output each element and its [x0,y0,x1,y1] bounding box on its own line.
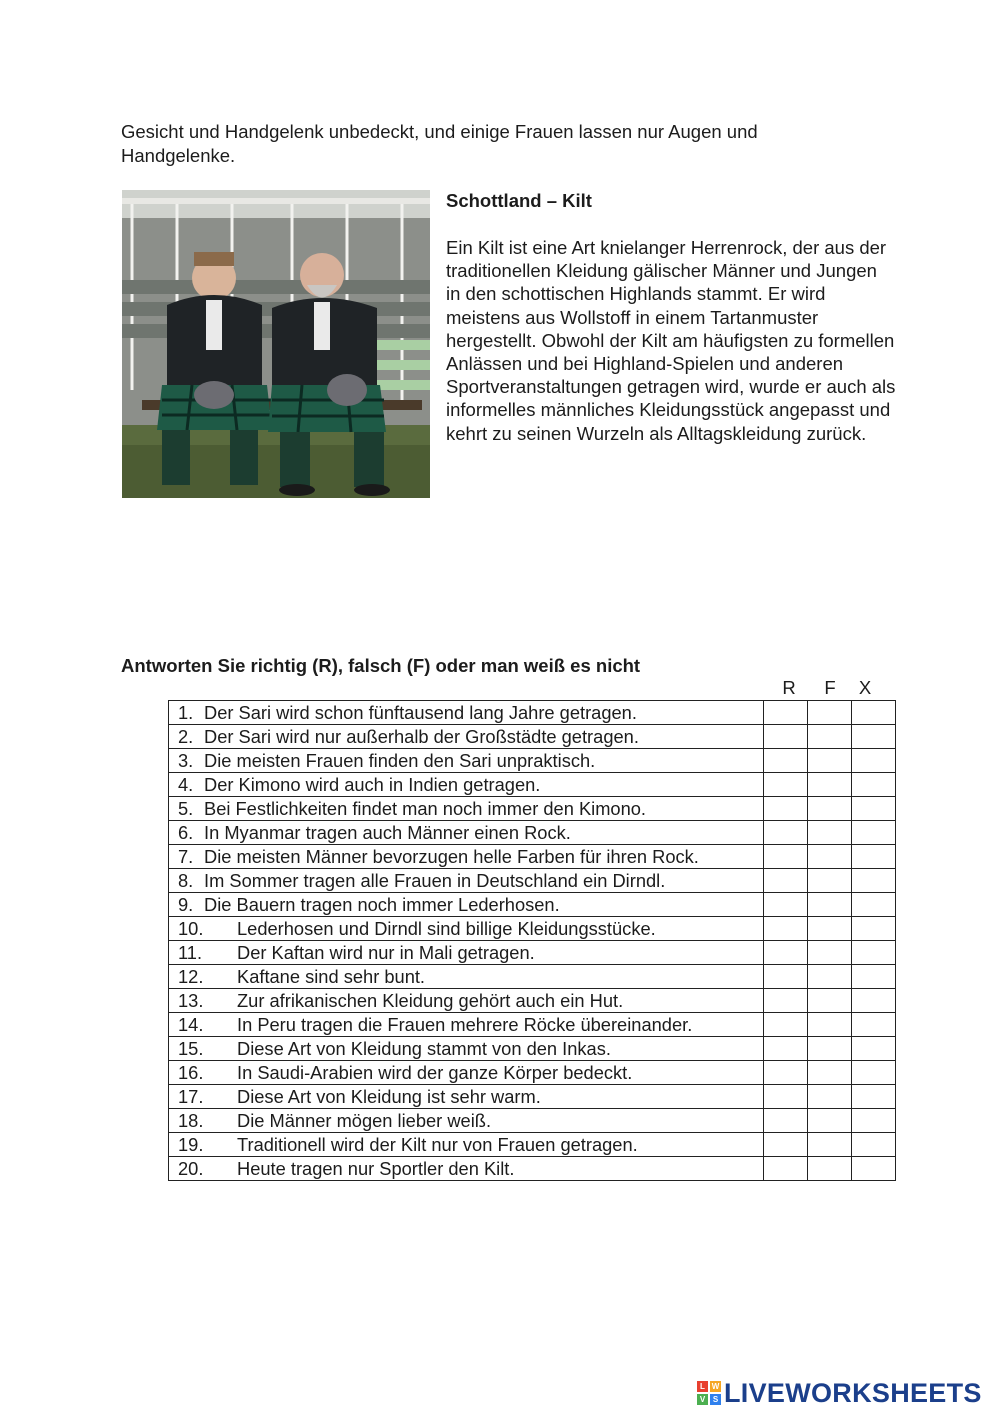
statement-cell [169,1109,764,1133]
quiz-heading: Antworten Sie richtig (R), falsch (F) oder man weiß es nicht [121,655,641,676]
answer-cell-f[interactable] [808,797,852,821]
statement-cell [169,1061,764,1085]
kilt-photo [122,190,430,498]
logo-mark [697,1381,721,1405]
answer-cell-r[interactable] [764,749,808,773]
statement-number: 15. [178,1037,204,1059]
answer-cell-r[interactable] [764,773,808,797]
logo-square: V [697,1394,708,1405]
answer-cell-f[interactable] [808,869,852,893]
statement-cell [169,845,764,869]
answer-cell-x[interactable] [852,1157,896,1181]
answer-cell-r[interactable] [764,1061,808,1085]
statement-number: 10. [178,917,204,939]
table-row [169,893,896,917]
answer-cell-f[interactable] [808,989,852,1013]
table-row [169,1013,896,1037]
answer-cell-x[interactable] [852,989,896,1013]
answer-cell-r[interactable] [764,989,808,1013]
logo-square: S [710,1394,721,1405]
answer-cell-x[interactable] [852,1109,896,1133]
answer-cell-f[interactable] [808,1157,852,1181]
answer-cell-r[interactable] [764,1109,808,1133]
statement-text: Der Sari wird schon fünftausend lang Jahre getragen. [204,701,637,723]
table-row [169,1133,896,1157]
statement-text: In Peru tragen die Frauen mehrere Röcke übereinander. [237,1013,693,1035]
table-row [169,725,896,749]
answer-cell-x[interactable] [852,1061,896,1085]
answer-cell-r[interactable] [764,845,808,869]
answer-cell-r[interactable] [764,941,808,965]
statement-number: 19. [178,1133,204,1155]
statement-number: 14. [178,1013,204,1035]
answer-cell-r[interactable] [764,1013,808,1037]
statement-cell [169,917,764,941]
answer-cell-f[interactable] [808,965,852,989]
table-row [169,917,896,941]
statement-text: Kaftane sind sehr bunt. [237,965,426,987]
statement-cell [169,797,764,821]
answer-cell-r[interactable] [764,701,808,725]
answer-cell-r[interactable] [764,1085,808,1109]
statement-text: Diese Art von Kleidung ist sehr warm. [237,1085,541,1107]
table-row [169,1085,896,1109]
answer-cell-r[interactable] [764,893,808,917]
answer-cell-f[interactable] [808,749,852,773]
answer-cell-x[interactable] [852,965,896,989]
answer-cell-x[interactable] [852,725,896,749]
logo-square: W [711,1382,720,1391]
statement-text: Heute tragen nur Sportler den Kilt. [237,1157,515,1179]
statement-cell [169,1157,764,1181]
statement-cell [169,941,764,965]
answer-cell-x[interactable] [852,773,896,797]
statement-number: 4. [178,773,194,795]
answer-cell-r[interactable] [764,1037,808,1061]
kilt-photo-illustration [122,190,430,498]
answer-cell-x[interactable] [852,1085,896,1109]
statement-cell [169,1133,764,1157]
statement-number: 8. [178,869,194,891]
statement-text: Zur afrikanischen Kleidung gehört auch ein Hut. [237,989,624,1011]
answer-cell-f[interactable] [808,1037,852,1061]
statement-cell [169,749,764,773]
statement-number: 17. [178,1085,204,1107]
column-header-f: F [824,677,836,698]
answer-cell-f[interactable] [808,845,852,869]
answer-cell-x[interactable] [852,749,896,773]
statement-number: 3. [178,749,194,771]
statement-cell [169,773,764,797]
statement-cell [169,965,764,989]
answer-cell-x[interactable] [852,893,896,917]
statement-text: Die Bauern tragen noch immer Lederhosen. [204,893,560,915]
answer-cell-r[interactable] [764,797,808,821]
statement-text: Diese Art von Kleidung stammt von den Inkas. [237,1037,611,1059]
statement-text: Der Kaftan wird nur in Mali getragen. [237,941,535,963]
answer-cell-r[interactable] [764,869,808,893]
statement-text: Die meisten Frauen finden den Sari unpraktisch. [204,749,596,771]
statement-text: Der Kimono wird auch in Indien getragen. [204,773,541,795]
answer-cell-r[interactable] [764,821,808,845]
statement-text: Traditionell wird der Kilt nur von Frauen getragen. [237,1133,638,1155]
table-row [169,797,896,821]
table-row [169,821,896,845]
statement-number: 12. [178,965,204,987]
table-row [169,1109,896,1133]
answer-cell-x[interactable] [852,917,896,941]
statement-cell [169,701,764,725]
answer-cell-r[interactable] [764,1157,808,1181]
answer-cell-x[interactable] [852,701,896,725]
table-row [169,869,896,893]
logo-square: L [697,1381,708,1392]
statement-cell [169,893,764,917]
answer-cell-f[interactable] [808,1013,852,1037]
table-row [169,989,896,1013]
column-header-r: R [782,677,796,698]
statement-text: Im Sommer tragen alle Frauen in Deutschland ein Dirndl. [204,869,666,891]
answer-cell-f[interactable] [808,1061,852,1085]
intro-paragraph: Gesicht und Handgelenk unbedeckt, und einige Frauen lassen nur Augen und Handgelenke. [121,121,758,166]
statement-text: Die meisten Männer bevorzugen helle Farben für ihren Rock. [204,845,699,867]
statement-number: 11. [178,941,203,963]
answer-cell-f[interactable] [808,893,852,917]
statement-number: 13. [178,989,204,1011]
statement-text: In Myanmar tragen auch Männer einen Rock. [204,821,571,843]
statement-number: 7. [178,845,194,867]
answer-cell-f[interactable] [808,701,852,725]
statement-number: 1. [178,701,194,723]
table-row [169,941,896,965]
answer-cell-r[interactable] [764,1133,808,1157]
table-row [169,1157,896,1181]
statement-text: Der Sari wird nur außerhalb der Großstädte getragen. [204,725,639,747]
answer-cell-x[interactable] [852,1013,896,1037]
statement-cell [169,1085,764,1109]
answer-cell-r[interactable] [764,965,808,989]
section-title: Schottland – Kilt [446,190,592,211]
answer-cell-x[interactable] [852,821,896,845]
column-header-x: X [858,677,872,698]
statement-number: 9. [178,893,194,915]
answer-cell-x[interactable] [852,1037,896,1061]
statement-number: 20. [178,1157,204,1179]
answer-cell-x[interactable] [852,845,896,869]
answer-cell-f[interactable] [808,725,852,749]
answer-cell-f[interactable] [808,941,852,965]
liveworksheets-logo [697,1378,982,1408]
table-row [169,845,896,869]
statement-text: Die Männer mögen lieber weiß. [237,1109,492,1131]
statement-cell [169,869,764,893]
statement-cell [169,821,764,845]
section-body: Ein Kilt ist eine Art knielanger Herrenrock, der aus der traditionellen Kleidung gälischer Männer und Jungen in den schottischen Highlands stammt. Er wird meistens aus Wollstoff in einem Tartanmuster hergestellt. Obwohl der Kilt am häufigsten zu formellen Anlässen und bei Highland-Spielen und anderen Sportveranstaltungen getragen wird, wurde er auch als informelles männliches Kleidungsstück angepasst und kehrt zu seinen Wurzeln als Alltagskleidung zurück. [446,237,896,444]
quiz-table [168,700,896,1181]
answer-cell-f[interactable] [808,821,852,845]
answer-cell-x[interactable] [852,1133,896,1157]
answer-cell-f[interactable] [808,1085,852,1109]
table-row [169,749,896,773]
logo-text: LIVEWORKSHEETS [724,1378,982,1408]
table-row [169,965,896,989]
answer-cell-r[interactable] [764,725,808,749]
statement-text: Lederhosen und Dirndl sind billige Kleidungsstücke. [237,917,656,939]
statement-number: 18. [178,1109,204,1131]
table-row [169,773,896,797]
statement-cell [169,1037,764,1061]
statement-text: In Saudi-Arabien wird der ganze Körper bedeckt. [237,1061,633,1083]
answer-cell-r[interactable] [764,917,808,941]
statement-number: 6. [178,821,194,843]
answer-cell-x[interactable] [852,869,896,893]
statement-cell [169,989,764,1013]
table-row [169,701,896,725]
answer-cell-f[interactable] [808,1133,852,1157]
statement-text: Bei Festlichkeiten findet man noch immer den Kimono. [204,797,647,819]
statement-cell [169,1013,764,1037]
statement-number: 16. [178,1061,204,1083]
answer-cell-f[interactable] [808,773,852,797]
answer-cell-f[interactable] [808,917,852,941]
answer-cell-x[interactable] [852,941,896,965]
table-row [169,1037,896,1061]
answer-cell-f[interactable] [808,1109,852,1133]
statement-cell [169,725,764,749]
answer-cell-x[interactable] [852,797,896,821]
statement-number: 2. [178,725,194,747]
statement-number: 5. [178,797,194,819]
table-row [169,1061,896,1085]
